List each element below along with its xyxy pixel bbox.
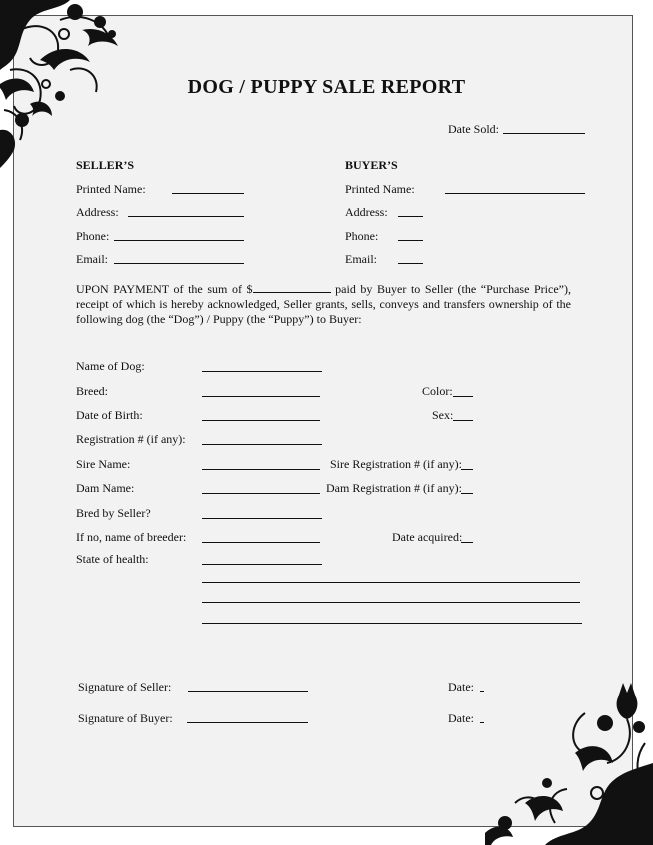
buyer-email-label: Email: (345, 252, 377, 266)
purchase-price-field[interactable] (253, 282, 331, 293)
seller-email-field[interactable] (114, 263, 244, 264)
date-acquired-field[interactable] (461, 542, 473, 543)
state-of-health-label: State of health: (76, 552, 149, 566)
buyer-printed-name-field[interactable] (445, 193, 585, 194)
seller-signature-label: Signature of Seller: (78, 680, 172, 694)
sire-name-label: Sire Name: (76, 457, 131, 471)
buyer-address-field[interactable] (398, 216, 423, 217)
seller-heading: SELLER’S (76, 158, 135, 172)
registration-field[interactable] (202, 444, 322, 445)
sire-name-field[interactable] (202, 469, 320, 470)
buyer-date-field[interactable] (480, 722, 484, 723)
sire-registration-label: Sire Registration # (if any): (330, 457, 462, 471)
payment-text-end: paid by Buyer to Seller (the “Purchase Price”), receipt of which is hereby acknowledged, Seller grants, sells, conveys and transfers ownership of the following dog (the “Dog”) / Puppy (the “Puppy”) to Buyer: (76, 282, 571, 326)
health-notes-line-2[interactable] (202, 602, 580, 603)
dam-name-label: Dam Name: (76, 481, 135, 495)
buyer-email-field[interactable] (398, 263, 423, 264)
color-label: Color: (422, 384, 453, 398)
payment-text-start: UPON PAYMENT of the sum of $ (76, 282, 253, 296)
date-acquired-label: Date acquired: (392, 530, 463, 544)
state-of-health-field[interactable] (202, 564, 322, 565)
registration-label: Registration # (if any): (76, 432, 186, 446)
date-sold-field[interactable] (503, 133, 585, 134)
seller-phone-label: Phone: (76, 229, 110, 243)
dam-registration-label: Dam Registration # (if any): (326, 481, 462, 495)
seller-signature-field[interactable] (188, 691, 308, 692)
dam-registration-field[interactable] (461, 493, 473, 494)
buyer-signature-label: Signature of Buyer: (78, 711, 173, 725)
sex-label: Sex: (432, 408, 454, 422)
bred-by-seller-field[interactable] (202, 518, 322, 519)
color-field[interactable] (453, 396, 473, 397)
buyer-printed-name-label: Printed Name: (345, 182, 415, 196)
dog-name-field[interactable] (202, 371, 322, 372)
date-sold-label: Date Sold: (448, 122, 499, 136)
date-of-birth-label: Date of Birth: (76, 408, 143, 422)
sex-field[interactable] (453, 420, 473, 421)
seller-printed-name-label: Printed Name: (76, 182, 146, 196)
buyer-signature-field[interactable] (187, 722, 308, 723)
health-notes-line-3[interactable] (202, 623, 582, 624)
seller-address-label: Address: (76, 205, 119, 219)
seller-email-label: Email: (76, 252, 108, 266)
bred-by-seller-label: Bred by Seller? (76, 506, 151, 520)
date-of-birth-field[interactable] (202, 420, 320, 421)
breeder-name-label: If no, name of breeder: (76, 530, 187, 544)
breed-label: Breed: (76, 384, 108, 398)
seller-address-field[interactable] (128, 216, 244, 217)
buyer-address-label: Address: (345, 205, 388, 219)
buyer-phone-field[interactable] (398, 240, 423, 241)
seller-date-field[interactable] (480, 691, 484, 692)
ornament-bottom-right-icon (485, 683, 653, 845)
breeder-name-field[interactable] (202, 542, 320, 543)
form-title: DOG / PUPPY SALE REPORT (187, 76, 466, 98)
buyer-heading: BUYER’S (345, 158, 398, 172)
payment-paragraph (76, 282, 571, 327)
breed-field[interactable] (202, 396, 320, 397)
seller-printed-name-field[interactable] (172, 193, 244, 194)
dog-name-label: Name of Dog: (76, 359, 145, 373)
buyer-date-label: Date: (448, 711, 474, 725)
dam-name-field[interactable] (202, 493, 320, 494)
buyer-phone-label: Phone: (345, 229, 379, 243)
seller-phone-field[interactable] (114, 240, 244, 241)
sire-registration-field[interactable] (461, 469, 473, 470)
seller-date-label: Date: (448, 680, 474, 694)
health-notes-line-1[interactable] (202, 582, 580, 583)
